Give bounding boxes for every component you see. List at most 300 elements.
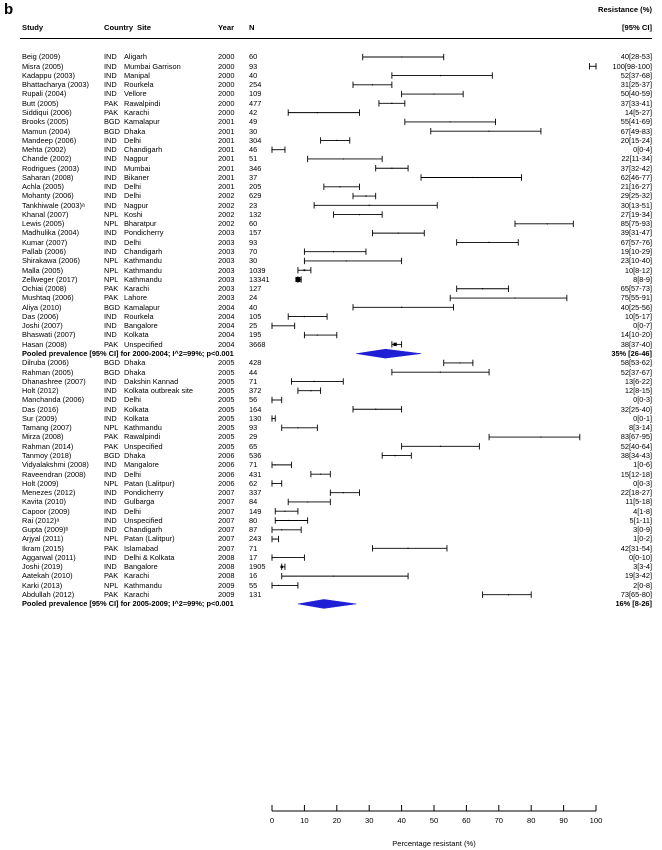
site-name: Kathmandu — [124, 423, 162, 433]
point-estimate — [508, 594, 509, 595]
resistance-ci-label: 31[25-37] — [620, 80, 652, 90]
study-year: 2000 — [218, 107, 235, 117]
study-year: 2001 — [218, 145, 235, 155]
resistance-ci-label: 3[0-9] — [633, 525, 652, 535]
point-estimate — [595, 66, 596, 67]
country-code: BGD — [104, 358, 121, 368]
sample-size: 30 — [249, 126, 258, 136]
resistance-ci-label: 29[25-32] — [620, 191, 652, 201]
sample-size: 205 — [249, 182, 262, 192]
point-estimate — [398, 233, 399, 234]
point-estimate — [359, 214, 360, 215]
site-name: Kathmandu — [124, 256, 162, 266]
site-name: Rourkela — [124, 80, 154, 90]
sample-size: 40 — [249, 70, 258, 80]
header-n: N — [249, 23, 255, 32]
site-name: Kathmandu — [124, 274, 162, 284]
point-estimate — [343, 492, 344, 493]
point-estimate — [391, 168, 392, 169]
study-name: Ikram (2015) — [22, 543, 64, 553]
point-estimate — [346, 260, 347, 261]
study-year: 2005 — [218, 386, 235, 396]
sample-size: 477 — [249, 98, 262, 108]
country-code: BGD — [104, 367, 121, 377]
point-estimate — [284, 511, 285, 512]
resistance-ci-label: 3[3-4] — [633, 562, 652, 572]
study-year: 2007 — [218, 525, 235, 535]
resistance-ci-label: 0[0-4] — [633, 145, 652, 155]
site-name: Chandigarh — [124, 247, 163, 257]
site-name: Pondicherry — [124, 488, 164, 498]
sample-size: 346 — [249, 163, 262, 173]
resistance-ci-label: 83[67-95] — [620, 432, 652, 442]
country-code: IND — [104, 515, 117, 525]
resistance-ci-label: 2[0-8] — [633, 580, 652, 590]
point-estimate — [440, 372, 441, 373]
sample-size: 431 — [249, 469, 262, 479]
sample-size: 254 — [249, 80, 262, 90]
study-name: Joshi (2019) — [22, 562, 63, 572]
study-name: Das (2016) — [22, 404, 59, 414]
study-year: 2004 — [218, 311, 235, 321]
study-name: Tankhiwale (2003)ᵃ — [22, 200, 85, 210]
point-estimate — [288, 520, 289, 521]
site-name: Mumbai — [124, 163, 151, 173]
site-name: Delhi — [124, 191, 141, 201]
country-code: IND — [104, 562, 117, 572]
panel-letter: b — [4, 1, 14, 18]
point-estimate — [271, 325, 272, 326]
country-code: IND — [104, 413, 117, 423]
resistance-ci-label: 40[25-56] — [620, 302, 652, 312]
country-code: PAK — [104, 98, 119, 108]
study-name: Raveendran (2008) — [22, 469, 86, 479]
point-estimate — [488, 242, 489, 243]
study-year: 2008 — [218, 571, 235, 581]
point-estimate — [401, 56, 402, 57]
resistance-ci-label: 100[98-100] — [612, 61, 652, 71]
study-name: Brooks (2005) — [22, 117, 69, 127]
resistance-ci-label: 15[12-18] — [620, 469, 652, 479]
point-estimate — [450, 121, 451, 122]
point-estimate — [391, 103, 392, 104]
point-estimate — [547, 223, 548, 224]
study-year: 2000 — [218, 98, 235, 108]
site-name: Pondicherry — [124, 228, 164, 238]
sample-size: 3668 — [249, 339, 266, 349]
country-code: NPL — [104, 423, 119, 433]
resistance-ci-label: 14[5-27] — [624, 107, 652, 117]
study-year: 2001 — [218, 172, 235, 182]
sample-size: 84 — [249, 497, 258, 507]
site-name: Unspecified — [124, 515, 163, 525]
sample-size: 1039 — [249, 265, 266, 275]
study-year: 2002 — [218, 219, 235, 229]
study-name: Hasan (2008) — [22, 339, 67, 349]
x-tick-label: 60 — [462, 816, 471, 825]
site-name: Karachi — [124, 590, 150, 599]
sample-size: 130 — [249, 413, 262, 423]
site-name: Patan (Lalitpur) — [124, 534, 175, 544]
study-year: 2005 — [218, 441, 235, 451]
point-estimate — [333, 576, 334, 577]
resistance-ci-label: 1[0-6] — [633, 460, 652, 470]
study-year: 2005 — [218, 423, 235, 433]
study-name: Ochiai (2008) — [22, 284, 67, 294]
study-year: 2007 — [218, 488, 235, 498]
study-name: Madhulika (2004) — [22, 228, 80, 238]
site-name: Chandigarh — [124, 525, 163, 535]
study-year: 2005 — [218, 395, 235, 405]
study-name: Rodrigues (2003) — [22, 163, 80, 173]
sample-size: 87 — [249, 525, 258, 535]
country-code: NPL — [104, 256, 119, 266]
resistance-ci-label: 27[19-34] — [620, 209, 652, 219]
sample-size: 157 — [249, 228, 262, 238]
sample-size: 24 — [249, 293, 258, 303]
site-name: Dhaka — [124, 126, 146, 136]
resistance-ci-label: 20[15-24] — [620, 135, 652, 145]
study-year: 2000 — [218, 52, 235, 62]
study-name: Das (2006) — [22, 311, 59, 321]
point-estimate — [482, 288, 483, 289]
point-estimate — [459, 362, 460, 363]
study-name: Karki (2013) — [22, 580, 63, 590]
site-name: Delhi — [124, 506, 141, 516]
country-code: IND — [104, 247, 117, 257]
country-code: NPL — [104, 219, 119, 229]
point-estimate — [375, 409, 376, 410]
study-name: Joshi (2007) — [22, 321, 63, 331]
point-estimate — [310, 390, 311, 391]
resistance-ci-label: 16% [8-26] — [615, 599, 652, 609]
sample-size: 37 — [249, 172, 258, 182]
point-estimate — [394, 455, 395, 456]
study-name: Rupali (2004) — [22, 89, 67, 99]
x-tick-label: 80 — [526, 816, 536, 825]
study-name: Mehta (2002) — [22, 145, 66, 155]
country-code: NPL — [104, 478, 119, 488]
point-estimate — [271, 557, 272, 558]
study-name: Misra (2005) — [22, 61, 64, 71]
sample-size: 16 — [249, 571, 258, 581]
study-name: Rahman (2014) — [22, 441, 74, 451]
study-year: 2008 — [218, 552, 235, 562]
site-name: Rawalpindi — [124, 98, 161, 108]
site-name: Bharatpur — [124, 219, 157, 229]
resistance-ci-label: 11[5-18] — [625, 497, 652, 507]
country-code: IND — [104, 525, 117, 535]
study-year: 2007 — [218, 543, 235, 553]
study-year: 2008 — [218, 562, 235, 572]
country-code: IND — [104, 497, 117, 507]
sample-size: 93 — [249, 61, 258, 71]
pooled-diamond — [356, 349, 421, 358]
study-year: 2003 — [218, 274, 235, 284]
point-estimate — [407, 548, 408, 549]
sample-size: 17 — [249, 552, 258, 562]
site-name: Rawalpindi — [124, 432, 161, 442]
study-name: Tanmoy (2018) — [22, 450, 72, 460]
site-name: Dhaka — [124, 450, 146, 460]
point-estimate — [336, 140, 337, 141]
header-resistance: Resistance (%) — [597, 5, 652, 14]
sample-size: 71 — [249, 543, 258, 553]
sample-size: 93 — [249, 237, 258, 247]
country-code: IND — [104, 191, 117, 201]
resistance-ci-label: 12[8-15] — [624, 386, 652, 396]
study-year: 2007 — [218, 506, 235, 516]
country-code: IND — [104, 228, 117, 238]
header-study: Study — [22, 23, 44, 32]
study-year: 2005 — [218, 413, 235, 423]
x-tick-label: 0 — [269, 816, 275, 825]
sample-size: 44 — [249, 367, 258, 377]
resistance-ci-label: 85[75-93] — [620, 219, 652, 229]
site-name: Aligarh — [124, 52, 148, 62]
study-year: 2005 — [218, 404, 235, 414]
country-code: IND — [104, 89, 117, 99]
country-code: IND — [104, 552, 117, 562]
point-estimate — [343, 158, 344, 159]
country-code: PAK — [104, 441, 119, 451]
country-code: IND — [104, 386, 117, 396]
resistance-ci-label: 52[37-67] — [620, 367, 652, 377]
x-tick-label: 50 — [429, 816, 439, 825]
study-name: Bhattacharya (2003) — [22, 80, 89, 90]
study-name: Aggarwal (2011) — [22, 552, 76, 562]
country-code: IND — [104, 311, 117, 321]
study-name: Aliya (2010) — [22, 302, 62, 312]
study-name: Rahman (2005) — [22, 367, 74, 377]
pooled-label: Pooled prevalence [95% CI] for 2005-2009; I^2=99%; p<0.001 — [22, 599, 234, 609]
country-code: IND — [104, 506, 117, 516]
sample-size: 71 — [249, 460, 258, 470]
resistance-ci-label: 55[41-69] — [620, 117, 652, 127]
point-estimate — [307, 501, 308, 502]
point-estimate — [278, 585, 279, 586]
sample-size: 536 — [249, 450, 262, 460]
study-year: 2003 — [218, 293, 235, 303]
point-estimate — [271, 483, 272, 484]
study-year: 2003 — [218, 247, 235, 257]
study-name: Gupta (2009)ᵇ — [22, 525, 69, 535]
country-code: IND — [104, 404, 117, 414]
site-name: Chandigarh — [124, 145, 163, 155]
country-code: IND — [104, 330, 117, 340]
country-code: NPL — [104, 274, 119, 284]
study-year: 2000 — [218, 61, 235, 71]
study-name: Arjyal (2011) — [22, 534, 64, 544]
header-ci: [95% CI] — [622, 23, 652, 32]
resistance-ci-label: 10[8-12] — [624, 265, 652, 275]
country-code: IND — [104, 488, 117, 498]
point-estimate — [297, 427, 298, 428]
study-name: Manchanda (2006) — [22, 395, 85, 405]
sample-size: 55 — [249, 580, 258, 590]
site-name: Bangalore — [124, 321, 158, 331]
study-year: 2007 — [218, 534, 235, 544]
resistance-ci-label: 0[0-7] — [633, 321, 652, 331]
country-code: IND — [104, 321, 117, 331]
sample-size: 243 — [249, 534, 262, 544]
pooled-diamond — [298, 599, 356, 608]
study-name: Holt (2009) — [22, 478, 59, 488]
sample-size: 49 — [249, 117, 258, 127]
sample-size: 71 — [249, 376, 258, 386]
country-code: IND — [104, 395, 117, 405]
site-name: Kamalapur — [124, 302, 160, 312]
country-code: NPL — [104, 580, 119, 590]
resistance-ci-label: 62[46-77] — [620, 172, 652, 182]
country-code: BGD — [104, 126, 121, 136]
site-name: Kathmandu — [124, 580, 162, 590]
resistance-ci-label: 37[33-41] — [620, 98, 652, 108]
point-estimate — [320, 474, 321, 475]
study-name: Dilruba (2006) — [22, 358, 69, 368]
sample-size: 164 — [249, 404, 262, 414]
sample-size: 127 — [249, 284, 262, 294]
resistance-ci-label: 19[10-29] — [620, 247, 652, 257]
site-name: Karachi — [124, 571, 150, 581]
site-name: Unspecified — [124, 441, 163, 451]
country-code: IND — [104, 237, 117, 247]
resistance-ci-label: 42[31-54] — [620, 543, 652, 553]
sample-size: 372 — [249, 386, 262, 396]
sample-size: 60 — [249, 52, 258, 62]
country-code: IND — [104, 145, 117, 155]
sample-size: 93 — [249, 423, 258, 433]
study-year: 2009 — [218, 590, 235, 599]
site-name: Nagpur — [124, 200, 149, 210]
sample-size: 65 — [249, 441, 258, 451]
country-code: IND — [104, 70, 117, 80]
country-code: PAK — [104, 339, 119, 349]
point-estimate — [440, 75, 441, 76]
point-estimate — [314, 381, 315, 382]
study-year: 2003 — [218, 228, 235, 238]
study-name: Mamun (2004) — [22, 126, 71, 136]
site-name: Mangalore — [124, 460, 159, 470]
point-estimate — [540, 436, 541, 437]
country-code: PAK — [104, 571, 119, 581]
study-year: 2002 — [218, 191, 235, 201]
x-tick-label: 20 — [332, 816, 342, 825]
sample-size: 46 — [249, 145, 258, 155]
resistance-ci-label: 1[0-2] — [633, 534, 652, 544]
study-name: Capoor (2009) — [22, 506, 70, 516]
study-name: Shirakawa (2006) — [22, 256, 80, 266]
resistance-ci-label: 58[53-62] — [620, 358, 652, 368]
country-code: IND — [104, 172, 117, 182]
site-name: Kathmandu — [124, 265, 162, 275]
site-name: Kolkata outbreak site — [124, 386, 194, 396]
resistance-ci-label: 21[16-27] — [620, 182, 652, 192]
point-estimate — [369, 205, 370, 206]
study-name: Pallab (2006) — [22, 247, 66, 257]
study-year: 2000 — [218, 80, 235, 90]
study-year: 2005 — [218, 367, 235, 377]
country-code: PAK — [104, 284, 119, 294]
point-estimate — [275, 464, 276, 465]
study-year: 2005 — [218, 358, 235, 368]
sample-size: 80 — [249, 515, 258, 525]
country-code: PAK — [104, 432, 119, 442]
resistance-ci-label: 40[28-53] — [620, 52, 652, 62]
point-estimate — [275, 538, 276, 539]
study-name: Bhaswati (2007) — [22, 330, 76, 340]
sample-size: 30 — [249, 256, 258, 266]
point-estimate — [317, 335, 318, 336]
study-name: Vidyalakshmi (2008) — [22, 460, 89, 470]
study-year: 2003 — [218, 256, 235, 266]
study-name: Mohanty (2006) — [22, 191, 74, 201]
study-year: 2001 — [218, 135, 235, 145]
study-name: Sur (2009) — [22, 413, 57, 423]
sample-size: 109 — [249, 89, 262, 99]
site-name: Unspecified — [124, 339, 163, 349]
sample-size: 629 — [249, 191, 262, 201]
study-year: 2003 — [218, 265, 235, 275]
resistance-ci-label: 37[32-42] — [620, 163, 652, 173]
pooled-label: Pooled prevalence [95% CI] for 2000-2004; I^2=99%; p<0.001 — [22, 348, 234, 358]
study-name: Zellweger (2017) — [22, 274, 78, 284]
study-year: 2001 — [218, 117, 235, 127]
site-name: Delhi & Kolkata — [124, 552, 175, 562]
site-name: Dakshin Kannad — [124, 376, 179, 386]
x-tick-label: 30 — [364, 816, 374, 825]
x-tick-label: 100 — [589, 816, 603, 825]
site-name: Bikaner — [124, 172, 150, 182]
resistance-ci-label: 22[18-27] — [620, 488, 652, 498]
study-year: 2005 — [218, 432, 235, 442]
x-tick-label: 70 — [494, 816, 504, 825]
sample-size: 42 — [249, 107, 258, 117]
study-year: 2006 — [218, 478, 235, 488]
sample-size: 40 — [249, 302, 258, 312]
resistance-ci-label: 50[40-59] — [620, 89, 652, 99]
sample-size: 149 — [249, 506, 262, 516]
point-estimate — [271, 418, 272, 419]
site-name: Lahore — [124, 293, 148, 303]
sample-size: 25 — [249, 321, 258, 331]
resistance-ci-label: 0[0-1] — [633, 413, 652, 423]
resistance-ci-label: 38[37-40] — [620, 339, 652, 349]
study-year: 2006 — [218, 450, 235, 460]
resistance-ci-label: 10[5-17] — [624, 311, 652, 321]
site-name: Koshi — [124, 209, 143, 219]
resistance-ci-label: 8[8-9] — [633, 274, 652, 284]
study-name: Achla (2005) — [22, 182, 64, 192]
resistance-ci-label: 19[3-42] — [624, 571, 652, 581]
sample-size: 13341 — [249, 274, 270, 284]
resistance-ci-label: 67[49-83] — [620, 126, 652, 136]
country-code: IND — [104, 154, 117, 164]
country-code: IND — [104, 182, 117, 192]
study-name: Beig (2009) — [22, 52, 61, 62]
header-country: Country — [104, 23, 134, 32]
point-estimate — [433, 93, 434, 94]
study-year: 2006 — [218, 469, 235, 479]
header-site: Site — [137, 23, 151, 32]
header-year: Year — [218, 23, 235, 32]
point-estimate — [488, 131, 489, 132]
resistance-ci-label: 67[57-76] — [620, 237, 652, 247]
resistance-ci-label: 5[1-11] — [629, 515, 652, 525]
study-name: Malla (2005) — [22, 265, 64, 275]
site-name: Bangalore — [124, 562, 158, 572]
study-year: 2009 — [218, 580, 235, 590]
